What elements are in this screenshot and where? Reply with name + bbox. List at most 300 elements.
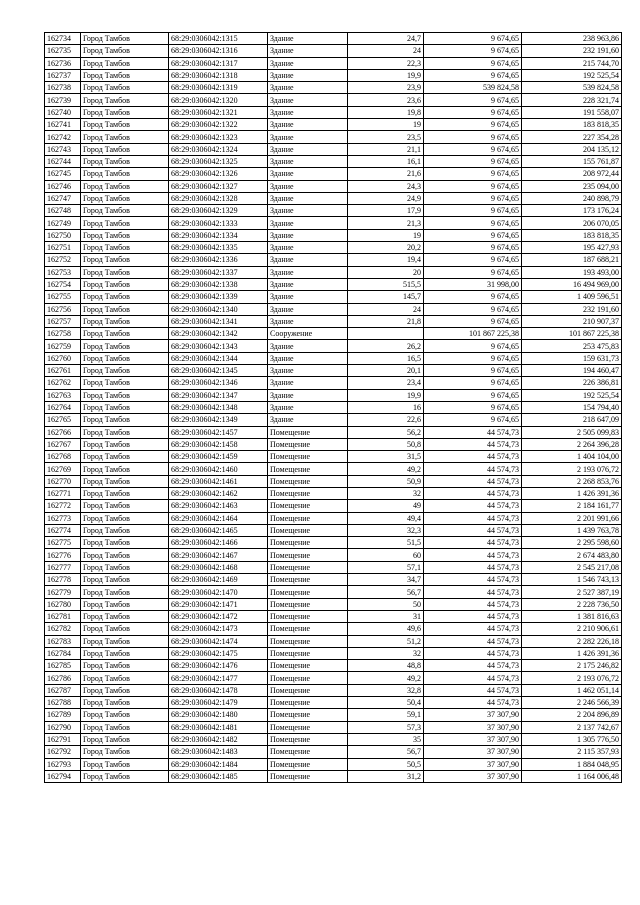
area-cell: 24,3 [348,180,424,192]
cadastral-value-cell: 2 545 217,08 [522,561,622,573]
municipality-cell: Город Тамбов [81,414,169,426]
specific-value-cell: 37 307,90 [424,721,522,733]
table-row [45,438,622,450]
object-type-cell: Сооружение [268,328,348,340]
table-row [45,561,622,573]
object-type-cell: Помещение [268,684,348,696]
specific-value-cell: 37 307,90 [424,746,522,758]
cadastral-value-cell: 232 191,60 [522,45,622,57]
cadastral-value-cell: 101 867 225,38 [522,328,622,340]
table-row [45,758,622,770]
municipality-cell: Город Тамбов [81,155,169,167]
table-row [45,414,622,426]
table-row [45,660,622,672]
cadastral-number-cell: 68:29:0306042:1484 [169,758,268,770]
municipality-cell: Город Тамбов [81,328,169,340]
area-cell: 19 [348,229,424,241]
municipality-cell: Город Тамбов [81,733,169,745]
municipality-cell: Город Тамбов [81,487,169,499]
municipality-cell: Город Тамбов [81,500,169,512]
area-cell: 19,9 [348,389,424,401]
municipality-cell: Город Тамбов [81,278,169,290]
municipality-cell: Город Тамбов [81,291,169,303]
specific-value-cell: 9 674,65 [424,229,522,241]
row-number-cell: 162789 [45,709,81,721]
specific-value-cell: 44 574,73 [424,697,522,709]
object-type-cell: Здание [268,192,348,204]
specific-value-cell: 44 574,73 [424,549,522,561]
cadastral-value-cell: 195 427,93 [522,242,622,254]
cadastral-number-cell: 68:29:0306042:1481 [169,721,268,733]
municipality-cell: Город Тамбов [81,623,169,635]
object-type-cell: Здание [268,143,348,155]
object-type-cell: Помещение [268,610,348,622]
object-type-cell: Помещение [268,623,348,635]
specific-value-cell: 9 674,65 [424,365,522,377]
cadastral-number-cell: 68:29:0306042:1343 [169,340,268,352]
row-number-cell: 162751 [45,242,81,254]
specific-value-cell: 44 574,73 [424,537,522,549]
municipality-cell: Город Тамбов [81,770,169,782]
area-cell: 23,9 [348,82,424,94]
area-cell: 17,9 [348,205,424,217]
municipality-cell: Город Тамбов [81,315,169,327]
table-row [45,475,622,487]
table-row [45,180,622,192]
municipality-cell: Город Тамбов [81,475,169,487]
cadastral-number-cell: 68:29:0306042:1474 [169,635,268,647]
cadastral-number-cell: 68:29:0306042:1318 [169,69,268,81]
table-row [45,574,622,586]
table-row [45,278,622,290]
specific-value-cell: 44 574,73 [424,438,522,450]
municipality-cell: Город Тамбов [81,401,169,413]
area-cell: 32 [348,487,424,499]
cadastral-value-cell: 1 404 104,00 [522,451,622,463]
table-row [45,352,622,364]
specific-value-cell: 9 674,65 [424,414,522,426]
cadastral-number-cell: 68:29:0306042:1347 [169,389,268,401]
specific-value-cell: 9 674,65 [424,94,522,106]
area-cell: 50,5 [348,758,424,770]
object-type-cell: Помещение [268,647,348,659]
area-cell: 24 [348,45,424,57]
municipality-cell: Город Тамбов [81,537,169,549]
cadastral-value-cell: 2 505 099,83 [522,426,622,438]
cadastral-number-cell: 68:29:0306042:1336 [169,254,268,266]
municipality-cell: Город Тамбов [81,377,169,389]
municipality-cell: Город Тамбов [81,119,169,131]
cadastral-number-cell: 68:29:0306042:1461 [169,475,268,487]
specific-value-cell: 9 674,65 [424,180,522,192]
object-type-cell: Помещение [268,475,348,487]
row-number-cell: 162784 [45,647,81,659]
municipality-cell: Город Тамбов [81,451,169,463]
table-body [45,33,622,783]
object-type-cell: Здание [268,352,348,364]
area-cell: 22,6 [348,414,424,426]
object-type-cell: Помещение [268,426,348,438]
object-type-cell: Здание [268,205,348,217]
municipality-cell: Город Тамбов [81,524,169,536]
specific-value-cell: 44 574,73 [424,623,522,635]
area-cell: 32 [348,647,424,659]
area-cell: 21,6 [348,168,424,180]
municipality-cell: Город Тамбов [81,266,169,278]
area-cell [348,328,424,340]
row-number-cell: 162760 [45,352,81,364]
cadastral-value-cell: 208 972,44 [522,168,622,180]
municipality-cell: Город Тамбов [81,746,169,758]
cadastral-value-cell: 16 494 969,00 [522,278,622,290]
cadastral-value-cell: 2 193 076,72 [522,672,622,684]
area-cell: 49,6 [348,623,424,635]
cadastral-number-cell: 68:29:0306042:1471 [169,598,268,610]
municipality-cell: Город Тамбов [81,82,169,94]
cadastral-number-cell: 68:29:0306042:1460 [169,463,268,475]
cadastral-value-cell: 1 462 051,14 [522,684,622,696]
area-cell: 59,1 [348,709,424,721]
specific-value-cell: 9 674,65 [424,33,522,45]
table-row [45,635,622,647]
area-cell: 21,1 [348,143,424,155]
cadastral-number-cell: 68:29:0306042:1339 [169,291,268,303]
cadastral-number-cell: 68:29:0306042:1338 [169,278,268,290]
area-cell: 34,7 [348,574,424,586]
area-cell: 50 [348,598,424,610]
row-number-cell: 162785 [45,660,81,672]
row-number-cell: 162794 [45,770,81,782]
row-number-cell: 162778 [45,574,81,586]
area-cell: 515,5 [348,278,424,290]
table-row [45,315,622,327]
row-number-cell: 162779 [45,586,81,598]
cadastral-value-cell: 2 295 598,60 [522,537,622,549]
cadastral-number-cell: 68:29:0306042:1469 [169,574,268,586]
cadastral-number-cell: 68:29:0306042:1348 [169,401,268,413]
area-cell: 24,9 [348,192,424,204]
specific-value-cell: 9 674,65 [424,352,522,364]
cadastral-number-cell: 68:29:0306042:1322 [169,119,268,131]
row-number-cell: 162780 [45,598,81,610]
cadastral-number-cell: 68:29:0306042:1467 [169,549,268,561]
specific-value-cell: 44 574,73 [424,598,522,610]
area-cell: 60 [348,549,424,561]
cadastral-number-cell: 68:29:0306042:1328 [169,192,268,204]
cadastral-value-cell: 227 354,28 [522,131,622,143]
specific-value-cell: 9 674,65 [424,119,522,131]
area-cell: 22,3 [348,57,424,69]
object-type-cell: Помещение [268,770,348,782]
row-number-cell: 162768 [45,451,81,463]
object-type-cell: Здание [268,315,348,327]
cadastral-number-cell: 68:29:0306042:1475 [169,647,268,659]
row-number-cell: 162777 [45,561,81,573]
object-type-cell: Здание [268,168,348,180]
object-type-cell: Помещение [268,697,348,709]
specific-value-cell: 9 674,65 [424,242,522,254]
object-type-cell: Здание [268,229,348,241]
cadastral-value-cell: 159 631,73 [522,352,622,364]
specific-value-cell: 9 674,65 [424,315,522,327]
cadastral-value-cell: 1 381 816,63 [522,610,622,622]
area-cell: 16,1 [348,155,424,167]
specific-value-cell: 9 674,65 [424,106,522,118]
cadastral-number-cell: 68:29:0306042:1470 [169,586,268,598]
area-cell: 49 [348,500,424,512]
cadastral-value-cell: 183 818,35 [522,229,622,241]
area-cell: 35 [348,733,424,745]
area-cell: 56,7 [348,586,424,598]
cadastral-number-cell: 68:29:0306042:1479 [169,697,268,709]
row-number-cell: 162767 [45,438,81,450]
area-cell: 19,4 [348,254,424,266]
area-cell: 26,2 [348,340,424,352]
cadastral-number-cell: 68:29:0306042:1329 [169,205,268,217]
cadastral-value-cell: 155 761,87 [522,155,622,167]
specific-value-cell: 9 674,65 [424,192,522,204]
object-type-cell: Здание [268,365,348,377]
cadastral-value-cell: 2 282 226,18 [522,635,622,647]
municipality-cell: Город Тамбов [81,106,169,118]
area-cell: 51,5 [348,537,424,549]
specific-value-cell: 44 574,73 [424,475,522,487]
cadastral-number-cell: 68:29:0306042:1468 [169,561,268,573]
row-number-cell: 162745 [45,168,81,180]
cadastral-value-cell: 2 246 566,39 [522,697,622,709]
cadastral-number-cell: 68:29:0306042:1482 [169,733,268,745]
cadastral-number-cell: 68:29:0306042:1334 [169,229,268,241]
area-cell: 32,8 [348,684,424,696]
table-row [45,328,622,340]
row-number-cell: 162758 [45,328,81,340]
municipality-cell: Город Тамбов [81,45,169,57]
row-number-cell: 162748 [45,205,81,217]
municipality-cell: Город Тамбов [81,303,169,315]
specific-value-cell: 9 674,65 [424,217,522,229]
table-row [45,451,622,463]
row-number-cell: 162759 [45,340,81,352]
object-type-cell: Здание [268,69,348,81]
table-row [45,205,622,217]
cadastral-value-cell: 210 907,37 [522,315,622,327]
row-number-cell: 162740 [45,106,81,118]
row-number-cell: 162764 [45,401,81,413]
object-type-cell: Помещение [268,758,348,770]
cadastral-number-cell: 68:29:0306042:1473 [169,623,268,635]
cadastral-value-cell: 1 305 776,50 [522,733,622,745]
row-number-cell: 162742 [45,131,81,143]
object-type-cell: Помещение [268,500,348,512]
table-row [45,69,622,81]
row-number-cell: 162770 [45,475,81,487]
specific-value-cell: 44 574,73 [424,684,522,696]
municipality-cell: Город Тамбов [81,352,169,364]
object-type-cell: Здание [268,254,348,266]
object-type-cell: Помещение [268,549,348,561]
cadastral-number-cell: 68:29:0306042:1327 [169,180,268,192]
object-type-cell: Помещение [268,561,348,573]
object-type-cell: Здание [268,340,348,352]
municipality-cell: Город Тамбов [81,33,169,45]
row-number-cell: 162761 [45,365,81,377]
cadastral-value-cell: 240 898,79 [522,192,622,204]
row-number-cell: 162787 [45,684,81,696]
specific-value-cell: 9 674,65 [424,254,522,266]
specific-value-cell: 37 307,90 [424,770,522,782]
object-type-cell: Здание [268,217,348,229]
table-row [45,365,622,377]
table-row [45,746,622,758]
specific-value-cell: 44 574,73 [424,561,522,573]
specific-value-cell: 9 674,65 [424,57,522,69]
municipality-cell: Город Тамбов [81,242,169,254]
object-type-cell: Здание [268,414,348,426]
row-number-cell: 162757 [45,315,81,327]
object-type-cell: Здание [268,45,348,57]
specific-value-cell: 44 574,73 [424,463,522,475]
specific-value-cell: 9 674,65 [424,168,522,180]
municipality-cell: Город Тамбов [81,438,169,450]
object-type-cell: Здание [268,106,348,118]
table-row [45,598,622,610]
row-number-cell: 162791 [45,733,81,745]
object-type-cell: Здание [268,94,348,106]
table-row [45,684,622,696]
area-cell: 23,5 [348,131,424,143]
row-number-cell: 162753 [45,266,81,278]
specific-value-cell: 37 307,90 [424,733,522,745]
table-row [45,512,622,524]
municipality-cell: Город Тамбов [81,229,169,241]
table-row [45,303,622,315]
municipality-cell: Город Тамбов [81,205,169,217]
area-cell: 49,4 [348,512,424,524]
cadastral-value-cell: 235 094,00 [522,180,622,192]
municipality-cell: Город Тамбов [81,586,169,598]
area-cell: 50,9 [348,475,424,487]
table-row [45,623,622,635]
municipality-cell: Город Тамбов [81,672,169,684]
area-cell: 21,3 [348,217,424,229]
object-type-cell: Помещение [268,537,348,549]
area-cell: 51,2 [348,635,424,647]
cadastral-number-cell: 68:29:0306042:1472 [169,610,268,622]
cadastral-value-cell: 2 527 387,19 [522,586,622,598]
cadastral-value-cell: 215 744,70 [522,57,622,69]
cadastral-value-cell: 1 409 596,51 [522,291,622,303]
specific-value-cell: 44 574,73 [424,610,522,622]
area-cell: 57,3 [348,721,424,733]
specific-value-cell: 9 674,65 [424,143,522,155]
table-row [45,82,622,94]
cadastral-value-cell: 232 191,60 [522,303,622,315]
cadastral-value-cell: 2 193 076,72 [522,463,622,475]
row-number-cell: 162763 [45,389,81,401]
municipality-cell: Город Тамбов [81,697,169,709]
municipality-cell: Город Тамбов [81,180,169,192]
municipality-cell: Город Тамбов [81,512,169,524]
table-row [45,45,622,57]
table-row [45,192,622,204]
row-number-cell: 162776 [45,549,81,561]
cadastral-value-cell: 2 264 396,28 [522,438,622,450]
cadastral-number-cell: 68:29:0306042:1323 [169,131,268,143]
table-row [45,697,622,709]
cadastral-value-cell: 1 164 006,48 [522,770,622,782]
municipality-cell: Город Тамбов [81,143,169,155]
area-cell: 31,2 [348,770,424,782]
cadastral-number-cell: 68:29:0306042:1465 [169,524,268,536]
row-number-cell: 162775 [45,537,81,549]
row-number-cell: 162755 [45,291,81,303]
municipality-cell: Город Тамбов [81,192,169,204]
cadastral-number-cell: 68:29:0306042:1337 [169,266,268,278]
cadastral-number-cell: 68:29:0306042:1326 [169,168,268,180]
object-type-cell: Помещение [268,746,348,758]
specific-value-cell: 539 824,58 [424,82,522,94]
specific-value-cell: 9 674,65 [424,303,522,315]
area-cell: 32,3 [348,524,424,536]
row-number-cell: 162793 [45,758,81,770]
object-type-cell: Помещение [268,512,348,524]
object-type-cell: Помещение [268,635,348,647]
area-cell: 57,1 [348,561,424,573]
row-number-cell: 162747 [45,192,81,204]
cadastral-value-cell: 1 884 048,95 [522,758,622,770]
municipality-cell: Город Тамбов [81,561,169,573]
object-type-cell: Здание [268,291,348,303]
cadastral-number-cell: 68:29:0306042:1458 [169,438,268,450]
cadastral-value-cell: 1 426 391,36 [522,487,622,499]
area-cell: 56,7 [348,746,424,758]
row-number-cell: 162752 [45,254,81,266]
table-row [45,291,622,303]
object-type-cell: Здание [268,82,348,94]
specific-value-cell: 44 574,73 [424,672,522,684]
cadastral-value-cell: 194 460,47 [522,365,622,377]
object-type-cell: Помещение [268,451,348,463]
cadastral-number-cell: 68:29:0306042:1341 [169,315,268,327]
cadastral-value-cell: 193 493,00 [522,266,622,278]
row-number-cell: 162754 [45,278,81,290]
area-cell: 49,2 [348,672,424,684]
area-cell: 19,8 [348,106,424,118]
cadastral-number-cell: 68:29:0306042:1325 [169,155,268,167]
cadastral-number-cell: 68:29:0306042:1344 [169,352,268,364]
cadastral-value-cell: 154 794,40 [522,401,622,413]
cadastral-number-cell: 68:29:0306042:1349 [169,414,268,426]
row-number-cell: 162773 [45,512,81,524]
table-row [45,143,622,155]
area-cell: 16,5 [348,352,424,364]
object-type-cell: Здание [268,155,348,167]
row-number-cell: 162769 [45,463,81,475]
cadastral-value-cell: 2 137 742,67 [522,721,622,733]
row-number-cell: 162781 [45,610,81,622]
table-row [45,586,622,598]
cadastral-number-cell: 68:29:0306042:1319 [169,82,268,94]
object-type-cell: Здание [268,303,348,315]
cadastral-number-cell: 68:29:0306042:1320 [169,94,268,106]
cadastral-number-cell: 68:29:0306042:1317 [169,57,268,69]
specific-value-cell: 44 574,73 [424,635,522,647]
municipality-cell: Город Тамбов [81,168,169,180]
table-row [45,131,622,143]
cadastral-value-cell: 192 525,54 [522,389,622,401]
object-type-cell: Помещение [268,524,348,536]
cadastral-number-cell: 68:29:0306042:1340 [169,303,268,315]
